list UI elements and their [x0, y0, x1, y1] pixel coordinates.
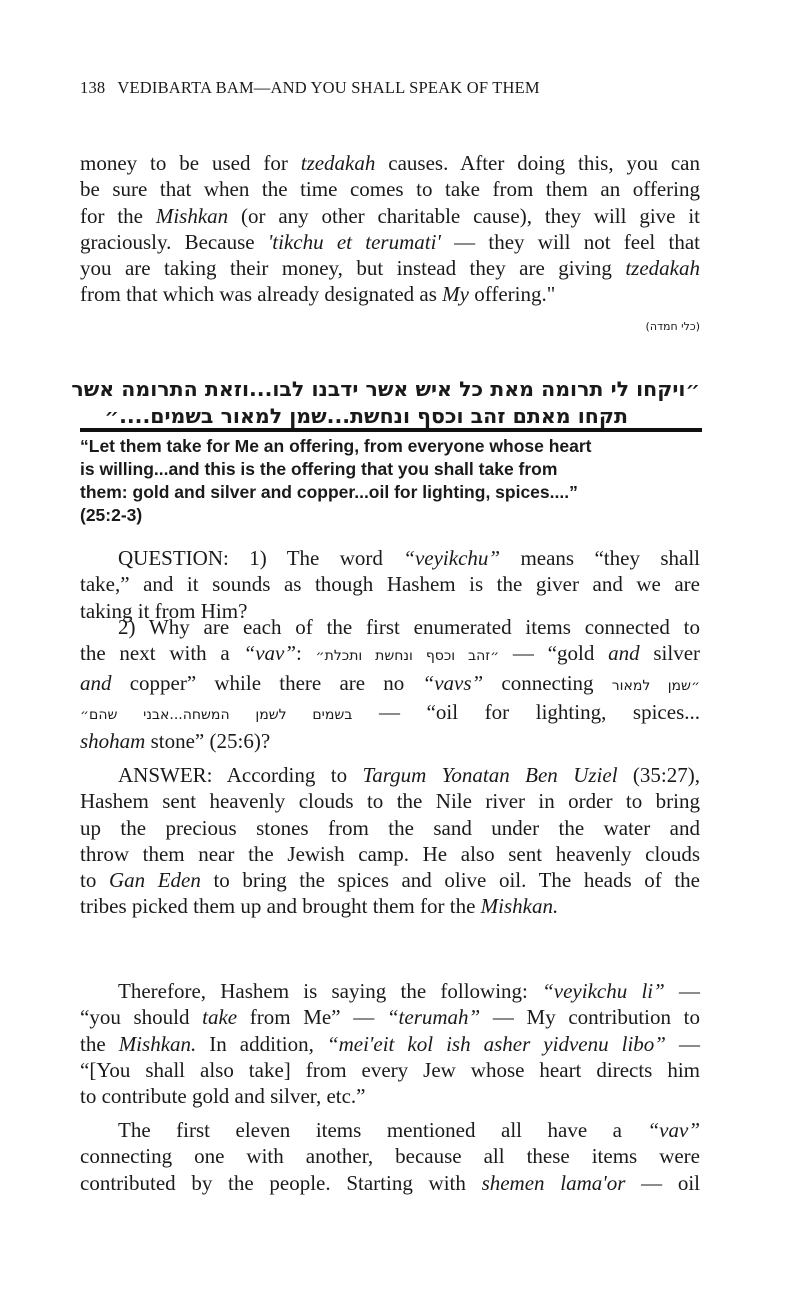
answer-line-5: to Gan Eden to bring the spices and olive oil. The heads of the [80, 868, 700, 893]
hebrew-verse-line-1: ״ויקחו לי תרומה מאת כל איש אשר ידבנו לבו...וזאת התרומה אשר [71, 377, 700, 401]
intro-line-5: you are taking their money, but instead they are giving tzedakah [80, 256, 700, 281]
answer-paragraph-3 [80, 1117, 700, 1196]
question2-line-4: בשמים לשמן המשחה...אבני שהם״ — “oil for lighting, spices... [80, 699, 700, 724]
question-line-1: QUESTION: 1) The word “veyikchu” means “they shall [118, 546, 700, 570]
translation-line-1: “Let them take for Me an offering, from everyone whose heart [80, 436, 592, 456]
source-citation: (כלי חמדה) [645, 320, 700, 333]
answer-line-2: Hashem sent heavenly clouds to the Nile river in order to bring [80, 789, 700, 814]
answer2-line-5: to contribute gold and silver, etc.” [80, 1084, 366, 1109]
answer-paragraph-2 [80, 978, 700, 1109]
answer-line-1: ANSWER: According to Targum Yonatan Ben Uziel (35:27), [118, 763, 700, 787]
intro-line-4: graciously. Because 'tikchu et terumati' — they will not feel that [80, 229, 700, 254]
running-title: VEDIBARTA BAM—AND YOU SHALL SPEAK OF THEM [117, 78, 540, 97]
hebrew-verse-line-2: תקחו מאתם זהב וכסף ונחשת...שמן למאור בשמים....״ [104, 404, 628, 428]
page-number: 138 [80, 78, 106, 97]
answer-line-4: throw them near the Jewish camp. He also sent heavenly clouds [80, 841, 700, 866]
answer-line-6: tribes picked them up and brought them for the Mishkan. [80, 894, 559, 919]
verse-translation [80, 435, 710, 527]
question-paragraph-2 [80, 614, 700, 754]
intro-line-2: be sure that when the time comes to take from them an offering [80, 177, 700, 202]
question-paragraph-1 [80, 545, 700, 624]
question2-line-1: 2) Why are each of the first enumerated items connected to [118, 615, 700, 639]
translation-line-3: them: gold and silver and copper...oil for lighting, spices....” [80, 482, 578, 502]
answer-paragraph-1 [80, 762, 700, 920]
answer2-line-4: “[You shall also take] from every Jew whose heart directs him [80, 1057, 700, 1082]
intro-paragraph [80, 150, 700, 308]
answer3-line-2: connecting one with another, because all these items were [80, 1144, 700, 1169]
intro-line-1: money to be used for tzedakah causes. After doing this, you can [80, 151, 700, 175]
question2-line-2: the next with a “vav”: ״זהב וכסף ונחשת ותכלת״ — “gold and silver [80, 641, 701, 666]
verse-reference: (25:2-3) [80, 505, 143, 525]
answer3-line-3: contributed by the people. Starting with shemen lama'or — oil [80, 1170, 700, 1195]
translation-line-2: is willing...and this is the offering that you shall take from [80, 459, 558, 479]
answer2-line-2: “you should take from Me” — “terumah” — My contribution to [80, 1005, 700, 1030]
intro-line-6: from that which was already designated as My offering." [80, 282, 556, 307]
verse-divider-rule [80, 428, 702, 432]
answer3-line-1: The first eleven items mentioned all have a “vav” [118, 1118, 700, 1142]
hebrew-verse [71, 376, 700, 430]
intro-line-3: for the Mishkan (or any other charitable cause), they will give it [80, 203, 700, 228]
question-line-2: take,” and it sounds as though Hashem is the giver and we are [80, 572, 700, 597]
question2-line-3: and copper” while there are no “vavs” connecting ״שמן למאור [80, 670, 700, 695]
answer-line-3: up the precious stones from the sand under the water and [80, 815, 700, 840]
answer2-line-1: Therefore, Hashem is saying the following: “veyikchu li” — [118, 979, 701, 1003]
answer2-line-3: the Mishkan. In addition, “mei'eit kol ish asher yidvenu libo” — [80, 1031, 701, 1056]
running-header [80, 78, 540, 98]
question-line-3: taking it from Him? [80, 598, 248, 623]
question2-line-5: shoham stone” (25:6)? [80, 729, 271, 754]
